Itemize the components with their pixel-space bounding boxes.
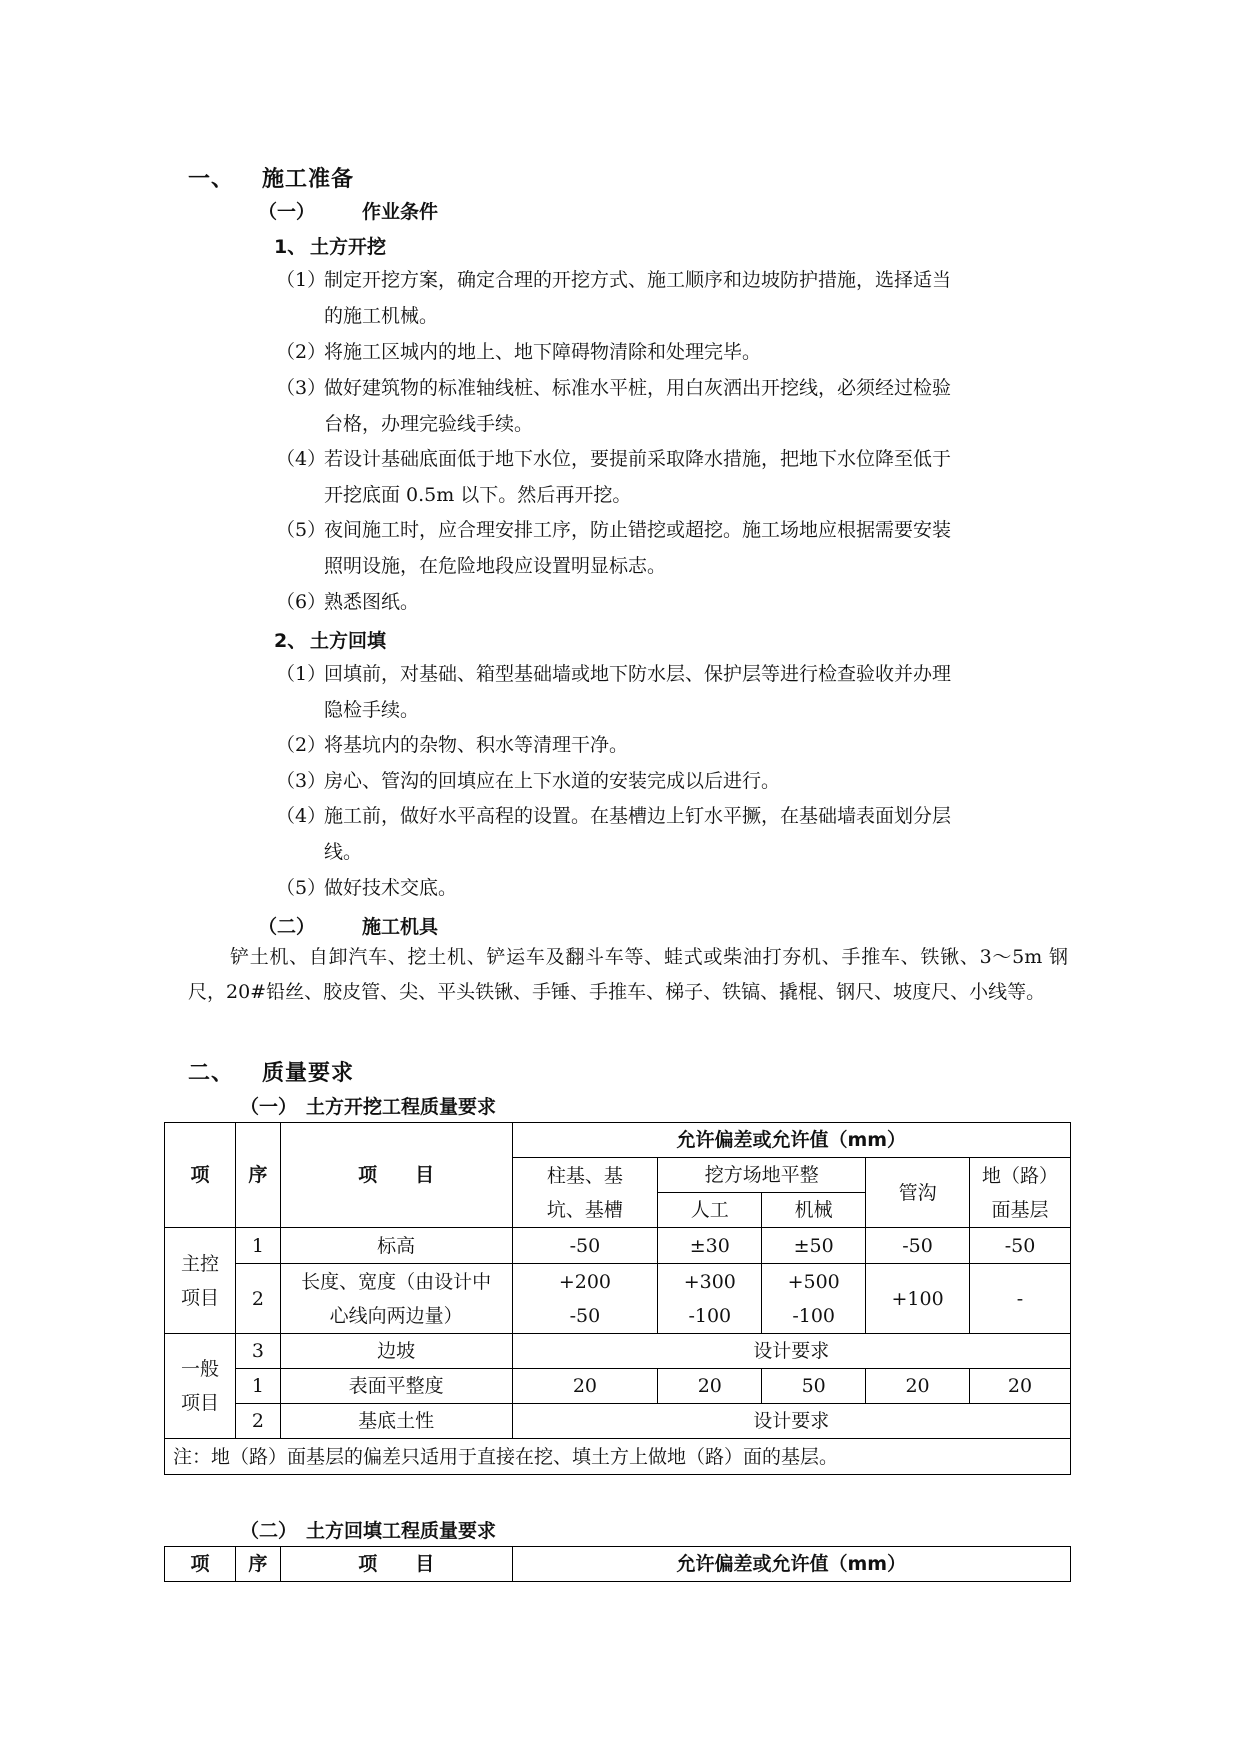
table-row	[165, 1369, 1071, 1404]
table-cell: +200 -50	[512, 1264, 658, 1334]
table-header-row	[165, 1547, 1071, 1582]
table-cell: ±50	[762, 1228, 866, 1264]
table-cell: 20	[512, 1369, 658, 1404]
table-cell: -	[970, 1264, 1071, 1334]
subsection-heading-tools: （二） 施工机具	[258, 916, 439, 938]
table-cell: 基底土性	[280, 1404, 512, 1439]
header-cell: 人工	[658, 1193, 762, 1228]
table-row	[165, 1334, 1071, 1369]
header-cell: 序	[235, 1547, 280, 1582]
table-cell: -50	[970, 1228, 1071, 1264]
header-cell: 允许偏差或允许值（mm）	[512, 1547, 1070, 1582]
list-item: （4）施工前，做好水平高程的设置。在基槽边上钉水平撅，在基础墙表面划分层 线。	[276, 805, 952, 863]
table-row	[165, 1404, 1071, 1439]
header-cell: 项	[165, 1123, 236, 1228]
subsection-heading-work-conditions: （一） 作业条件	[258, 201, 439, 223]
header-cell: 地（路）面基层	[970, 1158, 1071, 1228]
header-cell: 项 目	[280, 1547, 512, 1582]
row-group-label: 一般项目	[165, 1334, 236, 1439]
table-note-row	[165, 1439, 1071, 1475]
header-cell: 挖方场地平整	[658, 1158, 866, 1193]
list-item: （2）将施工区城内的地上、地下障碍物清除和处理完毕。	[276, 341, 762, 363]
table-cell: 20	[658, 1369, 762, 1404]
list-item: （1）制定开挖方案，确定合理的开挖方式、施工顺序和边坡防护措施，选择适当 的施工机械。	[276, 269, 952, 327]
backfill-quality-table	[164, 1546, 1071, 1582]
table-cell: 2	[235, 1264, 280, 1334]
table-cell: +300 -100	[658, 1264, 762, 1334]
list-item: （3）房心、管沟的回填应在上下水道的安装完成以后进行。	[276, 770, 781, 792]
subheading-backfill: 2、 土方回填	[274, 630, 387, 652]
table-cell: 表面平整度	[280, 1369, 512, 1404]
table-cell: 长度、宽度（由设计中心线向两边量）	[280, 1264, 512, 1334]
header-cell: 管沟	[866, 1158, 970, 1228]
table-cell: -50	[866, 1228, 970, 1264]
subheading-excavation: 1、 土方开挖	[274, 236, 387, 258]
list-item: （5）做好技术交底。	[276, 877, 458, 899]
tools-paragraph: 铲土机、自卸汽车、挖土机、铲运车及翻斗车等、蛙式或柴油打夯机、手推车、铁锹、3～5m 钢尺，20#铅丝、胶皮管、尖、平头铁锹、手锤、手推车、梯子、铁镐、撬棍、钢尺、坡度尺、小线等。	[188, 946, 1068, 1003]
table-row	[165, 1228, 1071, 1264]
table-cell: ±30	[658, 1228, 762, 1264]
header-cell: 项 目	[280, 1123, 512, 1228]
table-cell: 1	[235, 1228, 280, 1264]
table-note: 注：地（路）面基层的偏差只适用于直接在挖、填土方上做地（路）面的基层。	[165, 1439, 1071, 1475]
section-heading-construction-prep: 一、 施工准备	[188, 167, 355, 192]
table-cell: 3	[235, 1334, 280, 1369]
list-item: （6）熟悉图纸。	[276, 591, 420, 613]
table-cell: 20	[970, 1369, 1071, 1404]
row-group-label: 主控项目	[165, 1228, 236, 1334]
list-item: （5）夜间施工时，应合理安排工序，防止错挖或超挖。施工场地应根据需要安装 照明设施，在危险地段应设置明显标志。	[276, 519, 952, 577]
list-item: （3）做好建筑物的标准轴线桩、标准水平桩，用白灰洒出开挖线，必须经过检验 台格，办理完验线手续。	[276, 377, 952, 435]
table-cell: +500 -100	[762, 1264, 866, 1334]
table-cell: 设计要求	[512, 1404, 1071, 1439]
table-row	[165, 1264, 1071, 1334]
table-cell: 边坡	[280, 1334, 512, 1369]
table-cell: 设计要求	[512, 1334, 1071, 1369]
table-cell: -50	[512, 1228, 658, 1264]
section-heading-quality-requirements: 二、 质量要求	[188, 1061, 355, 1086]
table-cell: 2	[235, 1404, 280, 1439]
excavation-quality-table	[164, 1122, 1071, 1475]
table-caption-backfill-quality: （二） 土方回填工程质量要求	[240, 1520, 497, 1542]
list-item: （1）回填前，对基础、箱型基础墙或地下防水层、保护层等进行检查验收并办理 隐检手续。	[276, 663, 952, 721]
header-cell: 序	[235, 1123, 280, 1228]
header-cell: 机械	[762, 1193, 866, 1228]
table-header-row	[165, 1123, 1071, 1158]
table-cell: 50	[762, 1369, 866, 1404]
list-item: （4）若设计基础底面低于地下水位，要提前采取降水措施，把地下水位降至低于 开挖底面 0.5m 以下。然后再开挖。	[276, 448, 952, 506]
table-cell: 标高	[280, 1228, 512, 1264]
header-cell: 柱基、基坑、基槽	[512, 1158, 658, 1228]
header-cell: 项	[165, 1547, 236, 1582]
table-cell: +100	[866, 1264, 970, 1334]
header-cell: 允许偏差或允许值（mm）	[512, 1123, 1071, 1158]
table-caption-excavation-quality: （一） 土方开挖工程质量要求	[240, 1096, 497, 1118]
list-item: （2）将基坑内的杂物、积水等清理干净。	[276, 734, 629, 756]
table-cell: 1	[235, 1369, 280, 1404]
table-cell: 20	[866, 1369, 970, 1404]
